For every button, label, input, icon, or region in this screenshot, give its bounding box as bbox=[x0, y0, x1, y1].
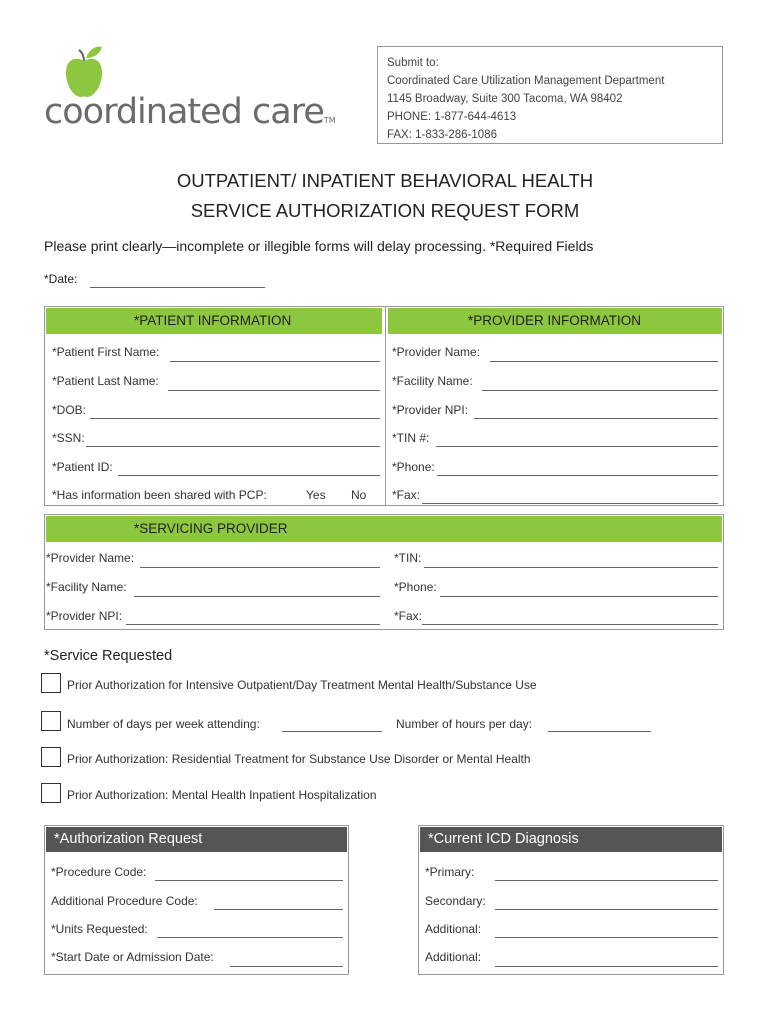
iop-checkbox[interactable] bbox=[41, 673, 61, 693]
patient-first-name-label: *Patient First Name: bbox=[52, 345, 160, 359]
procedure-code-label: *Procedure Code: bbox=[51, 865, 147, 879]
date-field[interactable] bbox=[90, 287, 265, 288]
additional-label: Additional: bbox=[425, 950, 482, 964]
ssn-label: *SSN: bbox=[52, 431, 85, 445]
servicing-provider-header: *SERVICING PROVIDER bbox=[46, 516, 722, 542]
provider-name-field[interactable] bbox=[490, 361, 718, 362]
procedure-code-field[interactable] bbox=[155, 880, 343, 881]
secondary-label: Secondary: bbox=[425, 894, 486, 908]
patient-last-name-label: *Patient Last Name: bbox=[52, 374, 159, 388]
form-title-line1: OUTPATIENT/ INPATIENT BEHAVIORAL HEALTH bbox=[176, 170, 594, 191]
hours-per-day-label: Number of hours per day: bbox=[396, 717, 533, 731]
section-divider bbox=[385, 306, 386, 506]
servicing-phone-field[interactable] bbox=[440, 596, 718, 597]
units-requested-field[interactable] bbox=[157, 937, 343, 938]
servicing-tin-field[interactable] bbox=[424, 567, 718, 568]
residential-option-label: Prior Authorization: Residential Treatment for Substance Use Disorder or Mental Health bbox=[67, 752, 531, 766]
patient-provider-frame bbox=[44, 306, 724, 506]
residential-checkbox[interactable] bbox=[41, 747, 61, 767]
submit-line: Coordinated Care Utilization Management Department bbox=[387, 75, 665, 87]
submit-line: PHONE: 1-877-644-4613 bbox=[387, 111, 517, 123]
additional-procedure-label: Additional Procedure Code: bbox=[51, 894, 198, 908]
pcp-shared-label: *Has information been shared with PCP: bbox=[52, 488, 267, 502]
form-title-line2: SERVICE AUTHORIZATION REQUEST FORM bbox=[190, 200, 580, 221]
additional-field[interactable] bbox=[495, 966, 718, 967]
provider-info-header: *PROVIDER INFORMATION bbox=[388, 308, 722, 334]
fax-label: *Fax: bbox=[392, 488, 421, 502]
hours-per-day-field[interactable] bbox=[548, 731, 651, 732]
inpatient-checkbox[interactable] bbox=[41, 783, 61, 803]
servicing-fax-field[interactable] bbox=[422, 624, 718, 625]
instructions: Please print clearly—incomplete or illegible forms will delay processing. *Required Fields bbox=[44, 238, 594, 254]
provider-npi-field[interactable] bbox=[474, 418, 718, 419]
servicing-provider-name-label: *Provider Name: bbox=[46, 551, 135, 565]
phone-label: *Phone: bbox=[392, 460, 435, 474]
additional-procedure-field[interactable] bbox=[214, 909, 343, 910]
servicing-facility-field[interactable] bbox=[134, 596, 380, 597]
secondary-field[interactable] bbox=[495, 909, 718, 910]
servicing-tin-label: *TIN: bbox=[394, 551, 422, 565]
days-checkbox[interactable] bbox=[41, 711, 61, 731]
iop-option-label: Prior Authorization for Intensive Outpatient/Day Treatment Mental Health/Substance Use bbox=[67, 678, 537, 692]
primary-field[interactable] bbox=[495, 880, 718, 881]
start-date-field[interactable] bbox=[230, 966, 343, 967]
inpatient-option-label: Prior Authorization: Mental Health Inpatient Hospitalization bbox=[67, 788, 377, 802]
tin-label: *TIN #: bbox=[392, 431, 430, 445]
patient-info-header: *PATIENT INFORMATION bbox=[46, 308, 382, 334]
patient-id-label: *Patient ID: bbox=[52, 460, 113, 474]
phone-field[interactable] bbox=[437, 475, 718, 476]
tin-field[interactable] bbox=[436, 446, 718, 447]
facility-name-field[interactable] bbox=[482, 390, 718, 391]
service-requested-heading: *Service Requested bbox=[44, 648, 173, 664]
primary-label: *Primary: bbox=[425, 865, 475, 879]
logo-wordmark: coordinated careTM bbox=[44, 92, 336, 132]
dob-field[interactable] bbox=[90, 418, 380, 419]
units-requested-label: *Units Requested: bbox=[51, 922, 148, 936]
icd-header: *Current ICD Diagnosis bbox=[420, 827, 722, 852]
patient-first-name-field[interactable] bbox=[170, 361, 380, 362]
pcp-no-option[interactable]: No bbox=[351, 488, 367, 502]
servicing-provider-name-field[interactable] bbox=[140, 567, 380, 568]
facility-name-label: *Facility Name: bbox=[392, 374, 473, 388]
provider-name-label: *Provider Name: bbox=[392, 345, 481, 359]
pcp-yes-option[interactable]: Yes bbox=[306, 488, 326, 502]
submit-line: Submit to: bbox=[387, 57, 439, 69]
ssn-field[interactable] bbox=[86, 446, 380, 447]
patient-last-name-field[interactable] bbox=[168, 390, 380, 391]
submit-to-box bbox=[377, 46, 723, 144]
authorization-header: *Authorization Request bbox=[46, 827, 347, 852]
submit-line: FAX: 1-833-286-1086 bbox=[387, 129, 497, 141]
servicing-npi-label: *Provider NPI: bbox=[46, 609, 123, 623]
fax-field[interactable] bbox=[422, 503, 718, 504]
servicing-fax-label: *Fax: bbox=[394, 609, 423, 623]
patient-id-field[interactable] bbox=[118, 475, 380, 476]
servicing-facility-label: *Facility Name: bbox=[46, 580, 127, 594]
additional-field[interactable] bbox=[495, 937, 718, 938]
servicing-npi-field[interactable] bbox=[126, 624, 380, 625]
days-per-week-label: Number of days per week attending: bbox=[67, 717, 260, 731]
days-per-week-field[interactable] bbox=[282, 731, 382, 732]
submit-line: 1145 Broadway, Suite 300 Tacoma, WA 98402 bbox=[387, 93, 623, 105]
servicing-phone-label: *Phone: bbox=[394, 580, 437, 594]
start-date-label: *Start Date or Admission Date: bbox=[51, 950, 214, 964]
dob-label: *DOB: bbox=[52, 403, 87, 417]
date-label: *Date: bbox=[44, 272, 78, 286]
provider-npi-label: *Provider NPI: bbox=[392, 403, 469, 417]
additional-label: Additional: bbox=[425, 922, 482, 936]
